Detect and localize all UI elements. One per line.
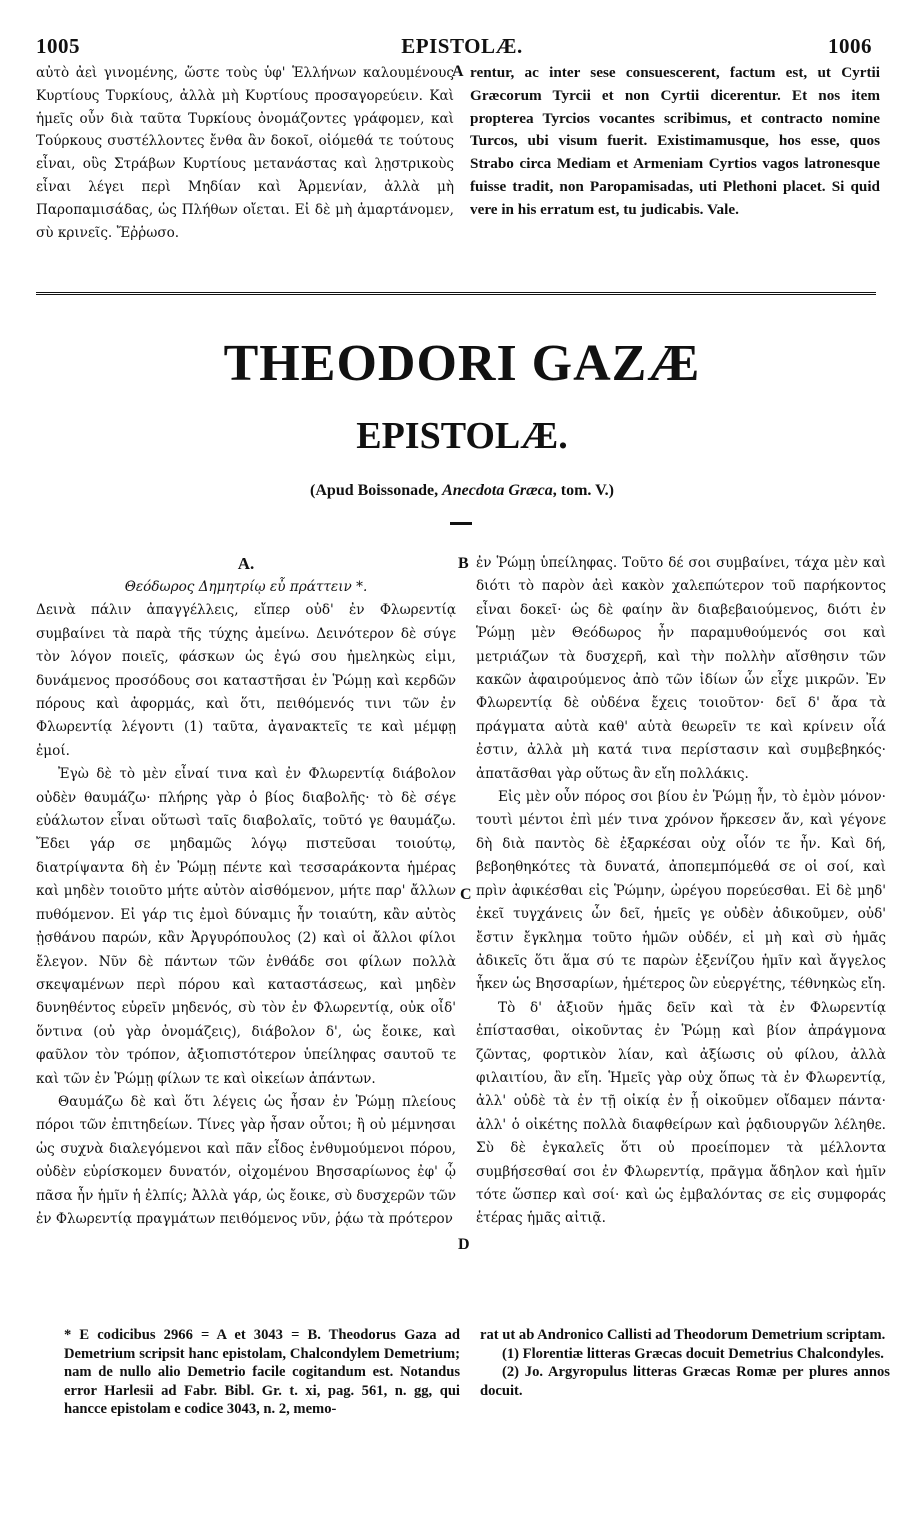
letter-left-column	[36, 552, 456, 1231]
left-page-number: 1005	[36, 34, 80, 58]
footnote-star: * E codicibus 2966 = A et 3043 = B. Theodorus Gaza ad Demetrium scripsit hanc epistolam, Chalcondylem Demetrium; nam de nullo alio Demetrio facile cogitandum est. Notandus error Harlesii ad Fabr. Bibl. Gr. t. xi, pag. 561, n. gg, qui hancce epistolam e codice 3043, n. 2, memo-	[64, 1327, 460, 1418]
letter-number: A.	[237, 554, 255, 573]
letter-right-column	[476, 552, 886, 1231]
footnote-right	[480, 1326, 890, 1400]
marker-a: A	[452, 63, 464, 80]
letter-paragraph: Ἐγὼ δὲ τὸ μὲν εἶναί τινα καὶ ἐν Φλωρεντίᾳ διάβολον οὐδὲν θαυμάζω· πλήρης γὰρ ὁ βίος διαβολῆς· τὸ δὲ σέγε εὐάλωτον εἶναι οὕτωσὶ ταῖς διαβολαῖς, τοῦτό γε θαυμάζω. Ἔδει γάρ σε μηδαμῶς λόγῳ πιστεῦσαι τοιούτῳ, διατρίψαντα δὴ ἐν Ῥώμῃ πέντε καὶ τεσσαράκοντα ἡμέρας καὶ μηδὲν τοιοῦτο μήτε αὐτὸν αἰσθόμενον, μήτε παρ' ἄλλων πυθόμενον. Εἰ γάρ τις ἐμοὶ δύναμις ἦν τοιαύτη, κἂν αὐτὸς ᾐσθάνου παρών, κἂν Ἀργυρόπουλος (2) καὶ οἱ ἄλλοι φίλοι ἔλεγον. Νῦν δὲ πάντων τῶν ἐνθάδε σοι φίλων πολλὰ σκεψαμένων περὶ πόρου καὶ καταστάσεως, καὶ μηδὲν δυνηθέντος εὑρεῖν μηδενός, σὺ τὸν ἐν Φλωρεντίᾳ, οὐκ οἶδ' ὅντινα (οὐ γὰρ ὀνομάζεις), διάβολον δ', ὡς ἔοικε, καὶ φαῦλον τὸν τρόπον, ἀξιοπιστότερον ὑπείληφας σαυτοῦ τε καὶ τῶν ἐν Ῥώμῃ φίλων τε καὶ οἰκείων ἁπάντων.	[36, 766, 456, 1087]
letter-paragraph: Δεινὰ πάλιν ἀπαγγέλλεις, εἴπερ οὐδ' ἐν Φλωρεντίᾳ συμβαίνει τὰ παρὰ τῆς τύχης ἀμείνω. Δεινότερον δὲ σύγε τὸν λόγον ποιεῖς, φάσκων ὡς ἐγώ σου ἠμεληκὼς εἰμι, δυνάμενος προσόδους σοι καταστῆσαι ἐν Ῥώμῃ καὶ κερδῶν πόρους καὶ ἀφορμάς, καὶ ὅτι, πειθόμενός τινι τῶν ἐν Φλωρεντίᾳ λέγοντι (1) ταῦτα, ἀγανακτεῖς τε καὶ μέμφῃ ἐμοί.	[36, 602, 456, 759]
letter-salutation: Θεόδωρος Δημητρίῳ εὖ πράττειν *.	[124, 579, 368, 595]
top-greek-column	[36, 62, 454, 244]
letter-paragraph: Εἰς μὲν οὖν πόρος σοι βίου ἐν Ῥώμῃ ἦν, τὸ ἐμὸν μόνον· τουτὶ μέντοι ἐπὶ μέν τινα χρόνον ἤρκεσεν ἄν, καὶ γέγονε δὴ διὰ παντὸς δὲ ἐξαρκέσαι οὐχ οἷόν τε ἦν. Καὶ δή, βεβοηθηκότες τὰ δυνατά, ἀποπεμπόμεθά σε οἱ σοί, καὶ πρὶν ἀφικέσθαι εἰς Ῥώμην, ὠρέγου πορεύεσθαι. Εἰ δὲ μηδ' ἐκεῖ τυγχάνεις ὧν δεῖ, ἡμεῖς γε οὐδὲν ἀδικοῦμεν, οὐδ' ἔστιν ἔγκλημα τοῦτο ἡμῶν οὐδέν, εἰ μὴ καὶ σὺ ἡμᾶς ἀδικεῖς ὅτι ἅμα σύ τε παρὼν ἐξενίζου ἡμῖν καὶ ἄγγελος ἧκεν ὡς Βησσαρίων, ἡμέτερος ὢν εὐεργέτης, τέθνηκὼς εἴη.	[476, 789, 886, 993]
source-italic: Anecdota Græca	[442, 482, 553, 499]
source-post: , tom. V.)	[552, 482, 614, 499]
title-dash	[450, 522, 472, 525]
footnote-2: (2) Jo. Argyropulus litteras Græcas Romæ per plures annos docuit.	[480, 1364, 890, 1399]
source-citation	[0, 482, 924, 500]
letter-paragraph: Θαυμάζω δὲ καὶ ὅτι λέγεις ὡς ἦσαν ἐν Ῥώμῃ πλείους πόροι τῶν ἐπιτηδείων. Τίνες γὰρ ἦσαν οὗτοι; ἢ οὐ μέμνησαι ὡς συχνὰ διαλεγόμενοι καὶ πᾶν εἶδος ἐνθυμούμενοι πόρου, οὐδὲν εὑρίσκομεν δυνατόν, οἰχομένου Βησσαρίωνος ἐφ' ᾧ πᾶσα ἦν ἡμῖν ἡ ἐλπίς; Ἀλλὰ γάρ, ὡς ἔοικε, σὺ δυσχερῶν τῶν ἐν Φλωρεντίᾳ πραγμάτων πειθόμενος νῦν, ῥᾴω τὰ πρότερον	[36, 1093, 456, 1227]
footnote-continuation: rat ut ab Andronico Callisti ad Theodorum Demetrium scriptam.	[480, 1327, 886, 1343]
work-title: THEODORI GAZÆ	[223, 335, 701, 392]
source-pre: (Apud Boissonade,	[310, 482, 443, 499]
footnote-left	[64, 1326, 460, 1419]
running-title: EPISTOLÆ.	[401, 34, 523, 58]
top-latin-text: rentur, ac inter sese consuescerent, factum est, ut Cyrtii Græcorum Tyrcii et non Cyrtii dicerentur. Et nos item propterea Tyrcios vocantes scribimus, et contracto nomine Turcos, ubi visum fuerit. Existimamusque, hos esse, quos Strabo circa Mediam et Armeniam Cyrtios vagos latronesque fuisse tradit, non Paropamisadas, uti Plethoni placet. Si quid vere in his erratum est, tu judicabis. Vale.	[470, 64, 880, 218]
work-subtitle: EPISTOLÆ.	[356, 415, 568, 457]
marker-d: D	[458, 1236, 470, 1253]
marker-c: C	[460, 886, 472, 903]
right-page-number: 1006	[828, 34, 872, 58]
letter-paragraph: Τὸ δ' ἀξιοῦν ἡμᾶς δεῖν καὶ τὰ ἐν Φλωρεντίᾳ ἐπίστασθαι, οἰκοῦντας ἐν Ῥώμῃ καὶ βίον ἀπράγμονα ζῶντας, φορτικὸν λίαν, καὶ ἀξίωσις οὐ φίλου, ἀλλὰ φιλαιτίου, ἂν εἴη. Ἡμεῖς γὰρ οὐχ ὅπως τὰ ἐν Φλωρεντίᾳ, ἀλλ' οὐδὲ τὰ ἐν τῇ οἰκίᾳ ἐν ᾗ οἰκοῦμεν οἴδαμεν πάντα· ἀλλ' ὁ οἰκέτης πολλὰ διαφθείρων καὶ ῥᾳδιουργῶν λέληθε. Σὺ δὲ ἐγκαλεῖς ὅτι οὐ προείπομεν τὰ μέλλοντα συμβήσεσθαί σοι ἐν Φλωρεντίᾳ, πρᾶγμα ἄδηλον καὶ ἡμῖν τότε ὥσπερ καὶ σοί· καὶ ὡς ἐμβαλόντας σε εἰς συμφοράς ἑτέρας ἡμᾶς αἰτιᾷ.	[476, 999, 886, 1227]
top-greek-text: αὐτὸ ἀεὶ γινομένης, ὥστε τοὺς ὑφ' Ἑλλήνων καλουμένους Κυρτίους Τυρκίους, ἀλλὰ μὴ Κυρτίους προσαγορεύειν. Καὶ ἡμεῖς οὖν διὰ ταῦτα Τυρκίους ὀνομάζοντες γράφομεν, καὶ Τούρκους συστέλλοντες ἔνθα ἂν δοκοῖ, οἰόμεθά τε τούτους εἶναι, οὓς Στράβων Κυρτίους μετανάστας καὶ λῃστρικοὺς εἶναι λέγει περὶ Μηδίαν καὶ Ἀρμενίαν, ἀλλὰ μὴ Παροπαμισάδας, ὡς Πλήθων οἴεται. Εἰ δὲ μὴ ἁμαρτάνομεν, σὺ κρινεῖς. Ἔῤῥωσο.	[36, 65, 454, 241]
top-latin-column	[470, 62, 880, 222]
letter-paragraph: ἐν Ῥώμῃ ὑπείληφας. Τοῦτο δέ σοι συμβαίνει, τάχα μὲν καὶ διότι τὸ παρὸν ἀεὶ κακὸν χαλεπώτερον τοῦ παρήκοντος εἶναι δοκεῖ· ὡς δὲ φαίην ἂν διαβεβαιούμενος, διότι ἐν Ῥώμῃ μὲν Θεόδωρος ἦν παραμυθούμενός σοι καὶ μετριάζων τὰ δυσχερῆ, καὶ τὴν πολλὴν αἴσθησιν τῶν κακῶν ἀφαιρούμενος ἀπὸ τῶν ἰδίων ὧν εἶχε μικρῶν. Ἐν Φλωρεντίᾳ δὲ οὐδένα ἔχεις τοιοῦτον· δεῖ δ' ἄρα τὰ πράγματα αὐτὰ καθ' αὑτὰ θεωρεῖν τε καὶ κρίνειν οἷά ἐστιν, ἀλλὰ μὴ κατά τινα περίστασιν καὶ συμβεβηκός· ἀπατᾶσθαι γὰρ οὕτως ἂν εἴη πολλάκις.	[476, 555, 886, 782]
footnote-1: (1) Florentiæ litteras Græcas docuit Demetrius Chalcondyles.	[502, 1345, 884, 1362]
section-divider	[36, 292, 876, 295]
marker-b: B	[458, 555, 469, 572]
